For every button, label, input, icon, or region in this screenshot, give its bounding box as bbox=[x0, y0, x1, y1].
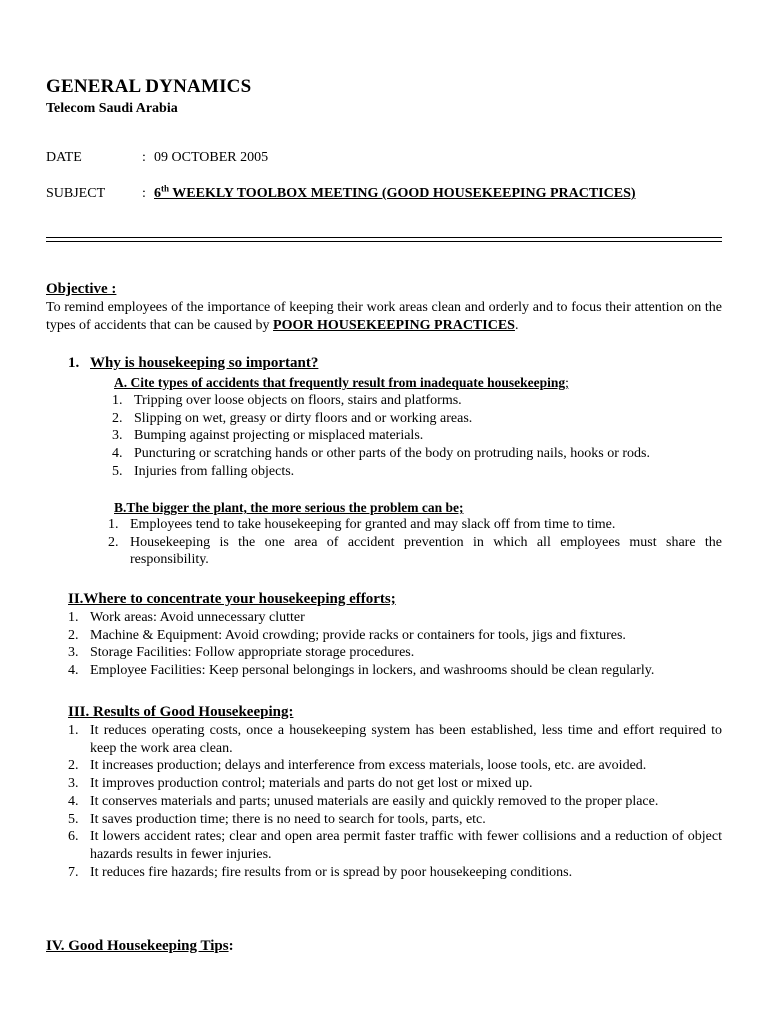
company-name: GENERAL DYNAMICS bbox=[46, 76, 252, 97]
list-item bbox=[68, 722, 722, 757]
list-number: 5. bbox=[112, 463, 123, 479]
list-text: It saves production time; there is no need to search for tools, parts, etc. bbox=[90, 811, 486, 827]
list-text: It lowers accident rates; clear and open area permit faster traffic with fewer collisions and a reduction of object hazards results in fewer injuries. bbox=[90, 829, 722, 862]
section3-list bbox=[68, 722, 722, 881]
objective-text-suffix: . bbox=[514, 318, 519, 333]
list-number: 3. bbox=[68, 776, 79, 792]
list-number: 1. bbox=[68, 723, 79, 738]
subject-text: WEEKLY TOOLBOX MEETING (GOOD HOUSEKEEPING PRACTICES) bbox=[169, 186, 636, 201]
list-item bbox=[112, 392, 722, 410]
list-item bbox=[68, 627, 722, 645]
subject-value bbox=[154, 185, 636, 203]
list-number: 3. bbox=[112, 428, 123, 444]
list-number: 2. bbox=[68, 758, 79, 774]
section2-list bbox=[68, 609, 722, 680]
list-number: 6. bbox=[68, 829, 79, 845]
list-text: Bumping against projecting or misplaced materials. bbox=[134, 428, 424, 444]
list-item bbox=[112, 410, 722, 428]
list-item bbox=[68, 828, 722, 863]
list-item bbox=[68, 775, 722, 793]
list-item bbox=[68, 609, 722, 627]
subject-ordinal: th bbox=[161, 183, 170, 194]
list-item bbox=[68, 644, 722, 662]
section1b-heading: B.The bigger the plant, the more serious the problem can be; bbox=[114, 500, 464, 515]
list-number: 2. bbox=[68, 627, 79, 643]
list-number: 4. bbox=[112, 446, 123, 462]
header-divider-bottom bbox=[46, 241, 722, 242]
header-divider-top bbox=[46, 237, 722, 238]
list-text: It increases production; delays and interference from excess materials, loose tools, etc. are avoided. bbox=[90, 758, 647, 774]
list-item bbox=[68, 793, 722, 811]
list-item bbox=[68, 864, 722, 882]
list-text: Slipping on wet, greasy or dirty floors and or working areas. bbox=[134, 410, 473, 426]
list-text: Injuries from falling objects. bbox=[134, 463, 295, 479]
list-text: It reduces fire hazards; fire results from or is spread by poor housekeeping conditions. bbox=[90, 864, 573, 880]
section3-heading: III. Results of Good Housekeeping: bbox=[68, 704, 294, 720]
section1-number: 1. bbox=[68, 355, 80, 371]
section1b-list bbox=[108, 516, 722, 569]
subject-number: 6 bbox=[154, 186, 161, 201]
list-text: Storage Facilities: Follow appropriate storage procedures. bbox=[90, 645, 415, 661]
list-number: 5. bbox=[68, 811, 79, 827]
list-item bbox=[68, 757, 722, 775]
list-item bbox=[68, 662, 722, 680]
subject-label: SUBJECT bbox=[46, 186, 106, 201]
section1a-title: A. Cite types of accidents that frequently result from inadequate housekeeping bbox=[114, 375, 566, 390]
list-number: 2. bbox=[108, 534, 119, 550]
section4-title: IV. Good Housekeeping Tips bbox=[46, 938, 229, 954]
objective-text bbox=[46, 299, 722, 335]
section4-heading bbox=[46, 937, 234, 955]
subject-colon: : bbox=[142, 186, 146, 201]
list-number: 3. bbox=[68, 645, 79, 661]
list-text: Employees tend to take housekeeping for granted and may slack off from time to time. bbox=[130, 517, 616, 532]
section1-heading bbox=[68, 354, 318, 372]
list-item bbox=[68, 811, 722, 829]
section1-title: Why is housekeeping so important? bbox=[90, 355, 319, 371]
list-number: 1. bbox=[112, 393, 123, 408]
list-text: Housekeeping is the one area of accident prevention in which all employees must share the responsibility. bbox=[130, 534, 722, 568]
list-number: 4. bbox=[68, 793, 79, 809]
objective-text-emphasis: POOR HOUSEKEEPING PRACTICES bbox=[273, 318, 515, 333]
list-item bbox=[112, 463, 722, 481]
list-text: It reduces operating costs, once a housekeeping system has been established, less time and effort required to keep the work area clean. bbox=[90, 723, 722, 756]
list-text: Puncturing or scratching hands or other parts of the body on protruding nails, hooks or rods. bbox=[134, 446, 650, 462]
list-number: 1. bbox=[108, 517, 119, 532]
list-text: Machine & Equipment: Avoid crowding; provide racks or containers for tools, jigs and fixtures. bbox=[90, 627, 626, 643]
objective-heading: Objective : bbox=[46, 281, 117, 297]
company-subsidiary: Telecom Saudi Arabia bbox=[46, 101, 178, 116]
list-text: Work areas: Avoid unnecessary clutter bbox=[90, 610, 305, 625]
section1a-heading bbox=[114, 374, 569, 392]
list-number: 7. bbox=[68, 864, 79, 880]
list-text: It conserves materials and parts; unused materials are easily and quickly removed to the proper place. bbox=[90, 793, 659, 809]
list-text: Employee Facilities: Keep personal belongings in lockers, and washrooms should be clean regularly. bbox=[90, 663, 655, 679]
list-number: 4. bbox=[68, 663, 79, 679]
date-value: 09 OCTOBER 2005 bbox=[154, 150, 269, 165]
list-item bbox=[108, 534, 722, 569]
section4-tail: : bbox=[228, 938, 234, 954]
list-text: It improves production control; materials and parts do not get lost or mixed up. bbox=[90, 776, 533, 792]
list-number: 1. bbox=[68, 610, 79, 625]
list-item bbox=[108, 516, 722, 534]
list-number: 2. bbox=[112, 410, 123, 426]
section1a-list bbox=[112, 392, 722, 481]
objective-text-prefix: To remind employees of the importance of keeping their work areas clean and orderly and to focus their attention on the types of accidents that can be caused by bbox=[46, 300, 722, 333]
list-item bbox=[112, 427, 722, 445]
list-text: Tripping over loose objects on floors, stairs and platforms. bbox=[134, 393, 462, 408]
section2-heading: II.Where to concentrate your housekeeping efforts; bbox=[68, 591, 396, 607]
section1a-tail: ; bbox=[565, 375, 569, 390]
date-label: DATE bbox=[46, 150, 82, 165]
list-item bbox=[112, 445, 722, 463]
date-colon: : bbox=[142, 150, 146, 165]
